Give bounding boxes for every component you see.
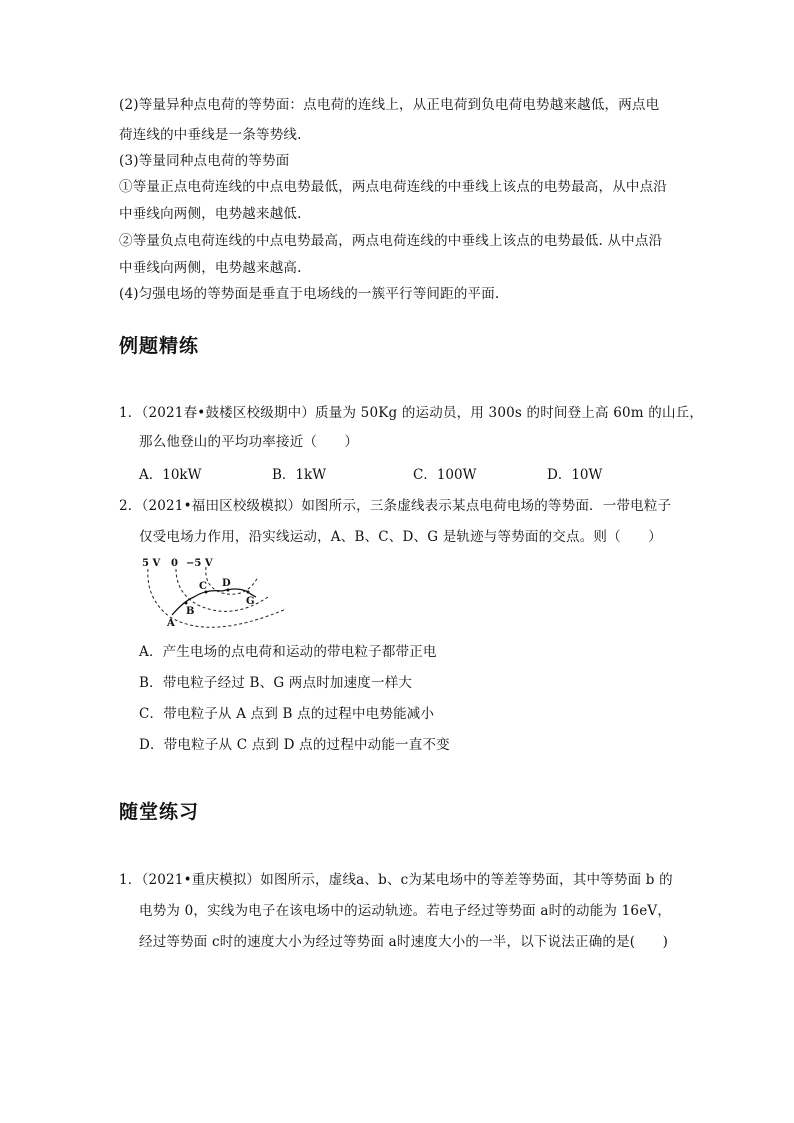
point-label-a: A: [167, 618, 175, 629]
equipotential-diagram: [136, 555, 286, 629]
example-q2-option-a: A．产生电场的点电荷和运动的带电粒子都带正电: [139, 644, 437, 660]
example-q2-line-1: 2．（2021•福田区校级模拟）如图所示，三条虚线表示某点电荷电场的等势面．一带电粒子: [119, 498, 672, 514]
intro-line-1: (2)等量异种点电荷的等势面：点电荷的连线上，从正电荷到负电荷电势越来越低，两点电: [119, 97, 660, 113]
example-q2-option-b: B．带电粒子经过 B、G 两点时加速度一样大: [139, 675, 413, 691]
point-label-c: C: [199, 581, 207, 592]
point-label-d: D: [222, 578, 231, 589]
point-g-dot: [247, 591, 250, 594]
example-q1-option-c: C．100W: [413, 467, 477, 483]
intro-line-6: ②等量负点电荷连线的中点电势最高，两点电荷连线的中垂线上该点的电势最低. 从中点沿: [119, 233, 663, 249]
practice-q1-line-2: 电势为 0，实线为电子在该电场中的运动轨迹。若电子经过等势面 a时的动能为 16eV，: [139, 903, 672, 919]
point-b-dot: [185, 602, 188, 605]
intro-line-4: ①等量正点电荷连线的中点电势最低，两点电荷连线的中垂线上该点的电势最高，从中点沿: [119, 179, 667, 195]
intro-line-8: (4)匀强电场的等势面是垂直于电场线的一簇平行等间距的平面.: [119, 286, 500, 302]
example-q2-line-2: 仅受电场力作用，沿实线运动，A、B、C、D、G 是轨迹与等势面的交点。则（ ）: [139, 529, 662, 545]
particle-trajectory: [172, 589, 256, 615]
potential-label-neg5v: −5 V: [186, 558, 213, 569]
example-q1-option-d: D．10W: [547, 467, 603, 483]
example-q2-option-c: C．带电粒子从 A 点到 B 点的过程中电势能减小: [139, 706, 435, 722]
point-label-g: G: [246, 596, 255, 607]
section-heading-examples: 例题精练: [119, 335, 200, 357]
intro-line-3: (3)等量同种点电荷的等势面: [119, 153, 290, 169]
equipotential-figure: [136, 555, 286, 629]
intro-line-7: 中垂线向两侧，电势越来越高.: [119, 260, 302, 276]
intro-line-2: 荷连线的中垂线是一条等势线.: [119, 127, 302, 143]
example-q2-option-d: D．带电粒子从 C 点到 D 点的过程中动能一直不变: [139, 737, 450, 753]
practice-q1-line-3: 经过等势面 c时的速度大小为经过等势面 a时速度大小的一半，以下说法正确的是( ): [139, 934, 669, 950]
example-q1-line-1: 1．（2021春•鼓楼区校级期中）质量为 50Kg 的运动员，用 300s 的时间登上高 60m 的山丘，: [119, 405, 704, 421]
example-q1-option-a: A．10kW: [139, 467, 202, 483]
example-q1-option-b: B．1kW: [272, 467, 327, 483]
example-q1-line-2: 那么他登山的平均功率接近（ ）: [139, 434, 359, 450]
potential-label-0v: 0: [171, 558, 178, 569]
intro-line-5: 中垂线向两侧，电势越来越低.: [119, 206, 302, 222]
point-label-b: B: [186, 606, 195, 617]
potential-label-5v: 5 V: [142, 558, 161, 569]
example-q1-options: [139, 465, 659, 485]
section-heading-practice: 随堂练习: [119, 801, 200, 823]
practice-q1-line-1: 1．（2021•重庆模拟）如图所示，虚线a、b、c为某电场中的等差等势面，其中等势面 b 的: [119, 872, 673, 888]
